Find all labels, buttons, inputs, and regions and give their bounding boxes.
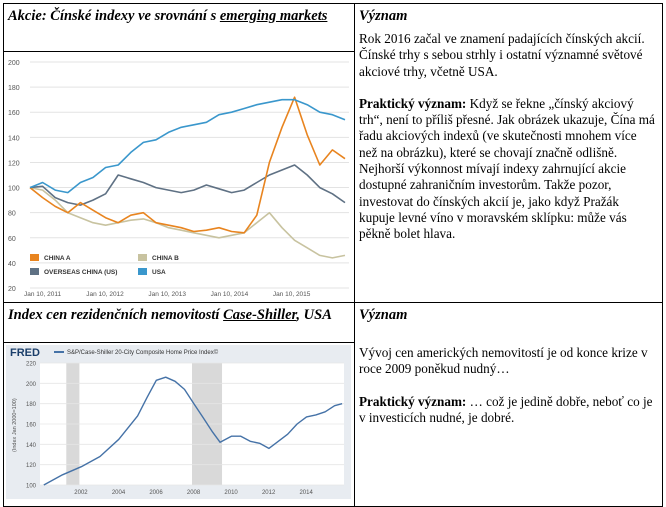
caseshiller-header-cell	[4, 303, 355, 343]
y-tick-label: 140	[26, 442, 37, 449]
x-tick-label: Jan 10, 2013	[148, 291, 187, 297]
legend-swatch	[30, 254, 39, 261]
x-tick-label: 2004	[111, 490, 126, 496]
x-tick-label: Jan 10, 2014	[210, 291, 249, 297]
x-tick-label: 2012	[261, 490, 276, 496]
y-tick-label: 160	[26, 422, 37, 429]
legend-label: OVERSEAS CHINA (US)	[44, 269, 118, 276]
x-tick-label: 2010	[224, 490, 238, 496]
legend-swatch	[138, 268, 147, 275]
y-tick-label: 60	[8, 235, 16, 243]
china-chart-cell	[4, 52, 355, 303]
legend-swatch	[138, 254, 147, 261]
y-tick-label: 180	[8, 85, 20, 93]
y-tick-label: 120	[8, 160, 20, 168]
stocks-paragraph-2: Praktický význam: Když se řekne „čínský akciový trh“, není to příliš přesné. Jak obrázek ukazuje, Čína má řadu akciových indexů (ve skutečnosti mnohem více než na obrázku), které se chovají značně odlišně. Nejhorší výkonnost mívají indexy zahrnující akcie dostupné zahraničním investorům. Takže pozor, investovat do čínských akcií je, jako když Pražák kupuje levné víno v moravském sklípku: může vás pěkně bolet hlava.	[359, 95, 655, 242]
meaning-title-2: Význam	[359, 307, 408, 323]
y-tick-label: 200	[8, 60, 20, 67]
legend-label: CHINA A	[44, 255, 71, 262]
legend-swatch	[30, 268, 39, 275]
caseshiller-paragraph-2: Praktický význam: … což je jedině dobře, neboť co je v investicích nudné, je dobré.	[359, 393, 653, 425]
x-tick-label: Jan 10, 2015	[272, 291, 311, 297]
x-tick-label: Jan 10, 2012	[86, 291, 124, 297]
caseshiller-paragraph-1: Vývoj cen amerických nemovitostí je od konce krize v roce 2009 poněkud nudný…	[359, 345, 648, 377]
legend-label: USA	[152, 269, 166, 276]
y-tick-label: 120	[26, 463, 37, 470]
x-tick-label: Jan 10, 2011	[24, 291, 62, 297]
y-tick-label: 200	[26, 381, 37, 388]
stocks-paragraph-1: Rok 2016 začal ve znamení padajících čínských akcií. Čínské trhy s sebou strhly i ostatní významné světové akciové trhy, včetně USA.	[359, 31, 645, 79]
y-tick-label: 180	[26, 402, 37, 409]
practical-meaning-label-2: Praktický význam:	[359, 393, 467, 409]
legend-label: CHINA B	[152, 255, 179, 262]
y-tick-label: 140	[8, 135, 20, 143]
y-tick-label: 20	[8, 286, 16, 293]
y-tick-label: 160	[8, 110, 20, 118]
caseshiller-title: Index cen rezidenčních nemovitostí Case-Shiller, USA	[8, 307, 332, 323]
content-table	[3, 3, 663, 507]
case-shiller-link[interactable]: Case-Shiller	[223, 307, 297, 323]
caseshiller-chart-cell	[4, 343, 355, 507]
stocks-header-cell	[4, 4, 355, 52]
x-tick-label: 2014	[299, 490, 313, 496]
x-tick-label: 2008	[186, 490, 201, 496]
emerging-markets-link[interactable]: emerging markets	[219, 8, 328, 24]
stocks-text	[355, 26, 662, 243]
x-tick-label: 2002	[74, 490, 88, 496]
fred-chart-title: S&P/Case-Shiller 20-City Composite Home Price Index©	[67, 350, 219, 356]
stocks-meaning-cell	[355, 4, 663, 303]
caseshiller-meaning-cell	[355, 303, 663, 507]
caseshiller-text	[355, 325, 662, 426]
meaning-title: Význam	[359, 8, 408, 24]
y-tick-label: 80	[8, 210, 16, 218]
y-axis-label: (Index Jan 2000=100)	[12, 398, 18, 452]
stocks-title: Akcie: Čínské indexy ve srovnání s emerging markets	[8, 8, 328, 24]
y-tick-label: 100	[8, 185, 20, 193]
y-tick-label: 100	[26, 483, 37, 490]
series-line-china-b	[30, 188, 345, 258]
x-tick-label: 2006	[149, 490, 163, 496]
y-tick-label: 220	[26, 361, 37, 368]
series-line-usa	[30, 100, 345, 193]
china-indexes-chart	[4, 52, 353, 297]
practical-meaning-label: Praktický význam:	[359, 95, 467, 111]
y-tick-label: 40	[8, 260, 16, 268]
caseshiller-chart	[4, 343, 353, 501]
fred-logo: FRED	[10, 347, 40, 359]
